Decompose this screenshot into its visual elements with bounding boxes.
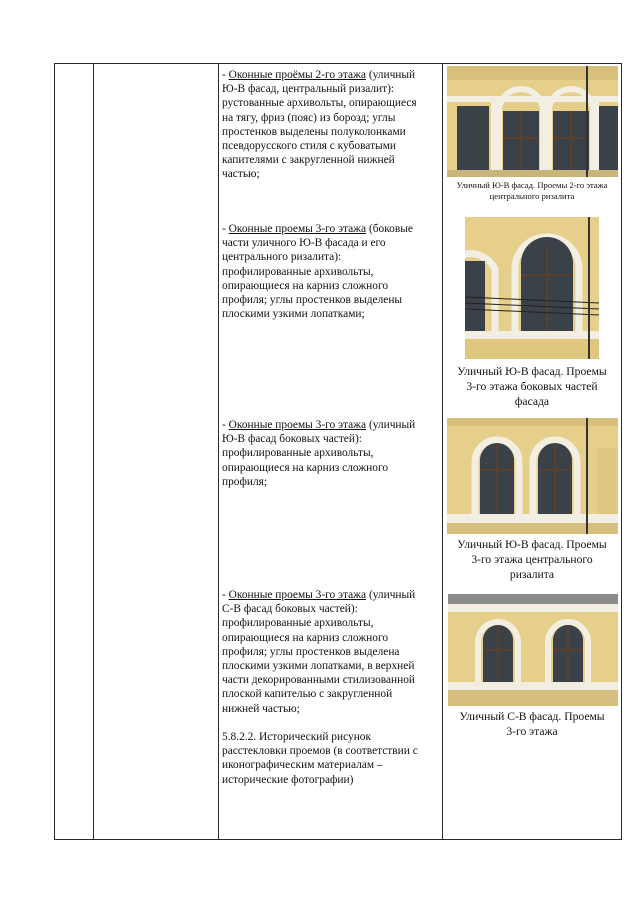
section-line: иконографическим материалам – xyxy=(222,759,383,772)
caption-line: Уличный Ю-В фасад. Проемы xyxy=(457,365,607,378)
row2-line: (боковые xyxy=(368,223,413,235)
row4-line: профиля; углы простенков выделена xyxy=(222,645,400,658)
table-border-col2 xyxy=(93,63,94,840)
row3-line: опирающиеся на карниз сложного xyxy=(222,461,389,474)
row2-line: части уличного Ю-В фасада и его xyxy=(222,237,386,250)
row3-title: Оконные проемы 3-го этажа xyxy=(228,419,367,431)
row1-line: на тягу, фриз (пояс) из борозд; углы xyxy=(222,111,396,124)
row4-line: профилированные архивольты, xyxy=(222,617,374,630)
row2-title: Оконные проемы 3-го этажа xyxy=(228,223,367,235)
section-5-8-2-2 xyxy=(222,730,440,787)
row3-description: - Оконные проемы 3-го этажа (уличный Ю-В фасад боковых частей): профилированные архивольты, опирающиеся на карниз сложного профиля; xyxy=(222,419,416,488)
row1-line: капителями с закругленной нижней xyxy=(222,154,395,167)
row4-line: С-В фасад боковых частей): xyxy=(222,603,358,616)
row1-line: простенков выделены полуколонками xyxy=(222,125,406,138)
section-line: исторические фотографии) xyxy=(222,773,354,786)
row1-line: частью; xyxy=(222,168,260,181)
row4-title: Оконные проемы 3-го этажа xyxy=(228,589,367,601)
table-border-col3 xyxy=(218,63,219,840)
row4-line: плоскими узкими лопатками, в верхней xyxy=(222,660,415,673)
row2-line: профиля; углы простенков выделены xyxy=(222,294,403,307)
row1-caption xyxy=(444,180,620,202)
row4-line: нижней частью; xyxy=(222,702,300,715)
photo-facade-3rd-floor-side xyxy=(465,217,599,359)
row1-description: - Оконные проёмы 2-го этажа (уличный Ю-В фасад, центральный ризалит): рустованные архивольты, опирающиеся на тягу, фриз (пояс) из борозд; углы простенков выделены полуколонками псевдорусского стиля с кубоватыми капителями с закругленной нижней частью; xyxy=(222,69,417,181)
table-border-top xyxy=(54,63,622,64)
caption-line: Уличный С-В фасад. Проемы xyxy=(459,710,605,723)
row4-line: плоской капителью с закругленной xyxy=(222,688,393,701)
row3-line: профиля; xyxy=(222,475,268,488)
row4-description: - Оконные проемы 3-го этажа (уличный С-В фасад боковых частей): профилированные архивольты, опирающиеся на карниз сложного профиля; углы простенков выделена плоскими узкими лопатками, в верхней части декорированными стилизованной плоской капителью с закругленной нижней частью; xyxy=(222,589,416,715)
row3-caption xyxy=(444,537,620,582)
section-line: 5.8.2.2. Исторический рисунок xyxy=(222,731,372,743)
row1-line: рустованные архивольты, опирающиеся xyxy=(222,97,417,110)
table-border-right xyxy=(621,63,622,840)
row1-line: (уличный xyxy=(368,69,416,81)
photo-facade-3rd-floor-central xyxy=(447,418,618,534)
row2-line: профилированные архивольты, xyxy=(222,265,374,278)
table-border-left xyxy=(54,63,55,840)
row3-line: (уличный xyxy=(368,419,416,431)
caption-line: Уличный Ю-В фасад. Проемы 2-го этажа xyxy=(456,180,608,190)
row1-title: Оконные проёмы 2-го этажа xyxy=(228,69,366,81)
row2-caption xyxy=(444,364,620,409)
row2-line: плоскими узкими лопатками; xyxy=(222,308,365,321)
row2-line: центрального ризалита): xyxy=(222,251,342,264)
row3-line: профилированные архивольты, xyxy=(222,447,374,460)
row4-line: части декорированными стилизованной xyxy=(222,674,416,687)
row4-line: опирающиеся на карниз сложного xyxy=(222,631,389,644)
caption-line: центрального ризалита xyxy=(489,191,575,201)
caption-line: 3-го этажа xyxy=(506,725,558,738)
row4-caption xyxy=(444,709,620,739)
row4-line: (уличный xyxy=(368,589,416,601)
photo-facade-ne-3rd-floor xyxy=(448,594,618,706)
caption-line: Уличный Ю-В фасад. Проемы xyxy=(457,538,607,551)
row1-line: Ю-В фасад, центральный ризалит): xyxy=(222,83,395,96)
section-line: расстекловки проемов (в соответствии с xyxy=(222,745,418,758)
caption-line: ризалита xyxy=(509,568,555,581)
row1-line: псевдорусского стиля с кубоватыми xyxy=(222,140,397,153)
caption-line: фасада xyxy=(514,395,550,408)
row3-line: Ю-В фасад боковых частей): xyxy=(222,433,362,446)
table-border-bottom xyxy=(54,839,622,840)
table-border-col4 xyxy=(442,63,443,840)
row2-description: - Оконные проемы 3-го этажа (боковые части уличного Ю-В фасада и его центрального ризалита): профилированные архивольты, опирающиеся на карниз сложного профиля; углы простенков выделены плоскими узкими лопатками; xyxy=(222,223,413,321)
row2-line: опирающиеся на карниз сложного xyxy=(222,279,389,292)
caption-line: 3-го этажа центрального xyxy=(471,553,593,566)
photo-facade-2nd-floor-central xyxy=(447,66,618,177)
caption-line: 3-го этажа боковых частей xyxy=(466,380,598,393)
